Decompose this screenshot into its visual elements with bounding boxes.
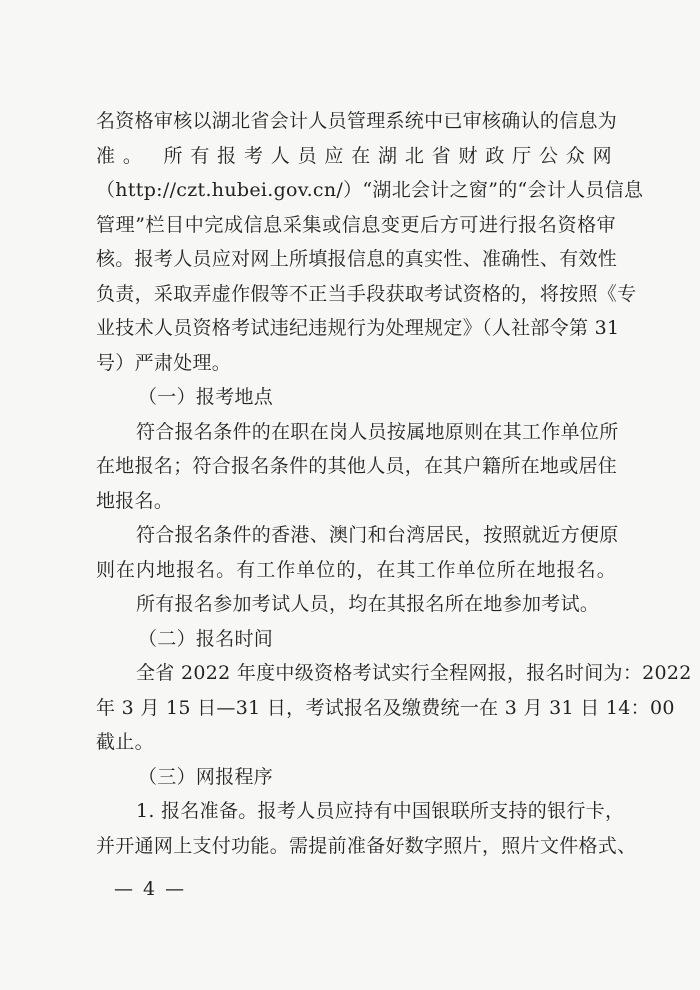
text-line: 准。 所有报考人员应在湖北省财政厅公众网 — [96, 144, 616, 167]
text-line: 符合报名条件的在职在岗人员按属地原则在其工作单位所 — [136, 420, 619, 443]
text-line: 所有报名参加考试人员，均在其报名所在地参加考试。 — [136, 593, 600, 615]
text-line: 在地报名；符合报名条件的其他人员，在其户籍所在地或居住 — [96, 455, 618, 477]
text-line: 符合报名条件的香港、澳门和台湾居民，按照就近方便原 — [136, 524, 619, 546]
section-heading: （三）网报程序 — [138, 765, 274, 788]
text-line: （http://czt.hubei.gov.cn/）“湖北会计之窗”的“会计人员信息 — [96, 179, 644, 201]
text-line: 年 3 月 15 日—31 日，考试报名及缴费统一在 3 月 31 日 14：00 — [96, 696, 675, 719]
section-heading: （二）报名时间 — [138, 627, 274, 650]
section-heading: （一）报考地点 — [138, 386, 274, 408]
text-line: 全省 2022 年度中级资格考试实行全程网报，报名时间为：2022 — [136, 662, 692, 684]
document-body — [96, 104, 692, 863]
text-line: 1. 报名准备。报考人员应持有中国银联所支持的银行卡， — [136, 800, 625, 822]
text-line: 截止。 — [96, 731, 154, 753]
text-line: 管理”栏目中完成信息采集或信息变更后方可进行报名资格审 — [96, 213, 616, 236]
text-line: 名资格审核以湖北省会计人员管理系统中已审核确认的信息为 — [96, 110, 618, 132]
text-line: 则在内地报名。有工作单位的，在其工作单位所在地报名。 — [96, 558, 616, 581]
text-line: 地报名。 — [96, 489, 174, 512]
page-number: — 4 — — [114, 878, 187, 900]
text-line: 号）严肃处理。 — [96, 351, 232, 374]
text-line: 负责，采取弄虚作假等不正当手段获取考试资格的，将按照《专 — [96, 282, 637, 305]
text-line: 核。报考人员应对网上所填报信息的真实性、准确性、有效性 — [96, 248, 618, 270]
text-line: 业技术人员资格考试违纪违规行为处理规定》（人社部令第 31 — [96, 317, 620, 339]
text-line: 并开通网上支付功能。需提前准备好数字照片，照片文件格式、 — [96, 834, 637, 857]
